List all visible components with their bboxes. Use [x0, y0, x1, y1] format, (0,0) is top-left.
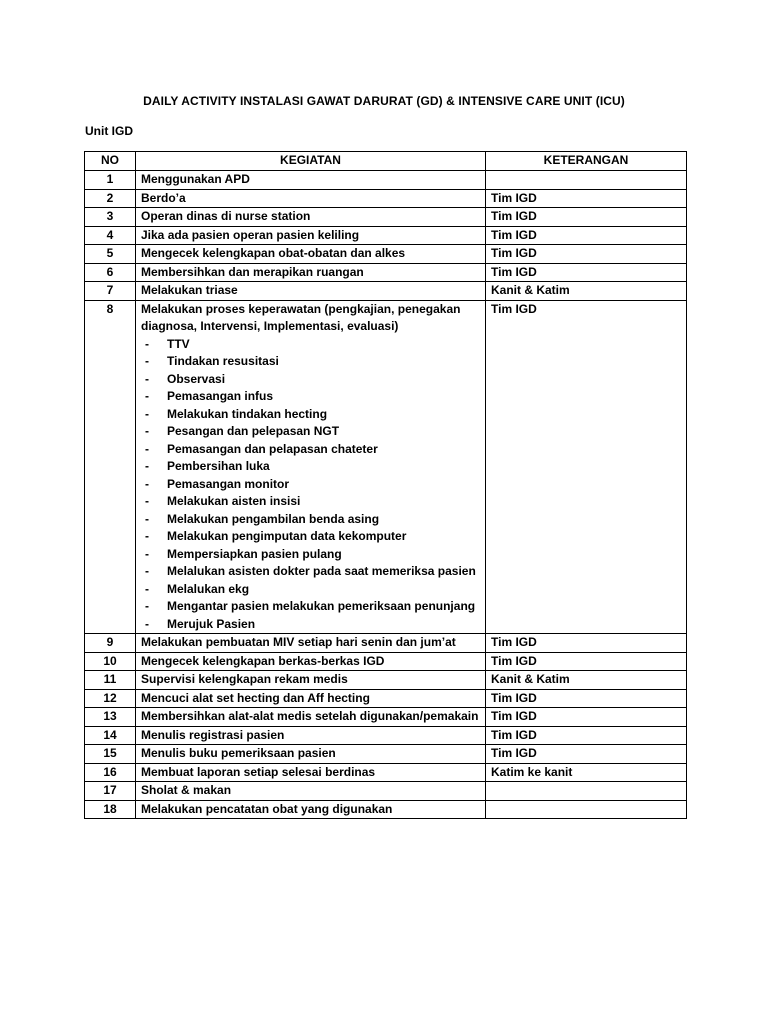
sub-item: - Mengantar pasien melakukan pemeriksaan penunjang: [141, 598, 480, 616]
table-row: [85, 208, 687, 227]
row-kegiatan-cell: [136, 226, 486, 245]
table-row: [85, 745, 687, 764]
row-keterangan: [486, 782, 687, 801]
row-number: 9: [85, 634, 136, 653]
row-kegiatan-cell: [136, 800, 486, 819]
row-number: 14: [85, 726, 136, 745]
sub-item: - Pemasangan dan pelapasan chateter: [141, 441, 480, 459]
row-kegiatan: Membersihkan dan merapikan ruangan: [141, 264, 364, 279]
row-keterangan: Tim IGD: [486, 634, 687, 653]
row-kegiatan: Sholat & makan: [141, 783, 232, 797]
row-kegiatan-cell: [136, 189, 486, 208]
activity-table: [84, 151, 687, 819]
row-kegiatan-cell: [136, 745, 486, 764]
table-row: [85, 226, 687, 245]
row-kegiatan-cell: [136, 726, 486, 745]
row-kegiatan-cell: [136, 171, 486, 190]
row-keterangan: Tim IGD: [486, 652, 687, 671]
sub-item: - Pemasangan monitor: [141, 476, 480, 494]
row-keterangan: Tim IGD: [486, 208, 687, 227]
row-kegiatan-cell: [136, 763, 486, 782]
sub-item: - Melakukan pengambilan benda asing: [141, 511, 480, 529]
sub-item: - TTV: [141, 336, 480, 354]
table-row: [85, 189, 687, 208]
sub-item: - Melakukan tindakan hecting: [141, 406, 480, 424]
table-row: [85, 763, 687, 782]
row-number: 3: [85, 208, 136, 227]
sub-item: - Pembersihan luka: [141, 458, 480, 476]
table-row: [85, 282, 687, 301]
row-kegiatan: Melakukan pembuatan MIV setiap hari senin dan jum’at: [141, 635, 456, 649]
sub-item: - Merujuk Pasien: [141, 616, 480, 634]
unit-label: Unit IGD: [85, 124, 133, 138]
sub-item: - Tindakan resusitasi: [141, 353, 480, 371]
sub-item-list: [141, 336, 480, 634]
row-kegiatan: Membersihkan alat-alat medis setelah digunakan/pemakain: [141, 709, 479, 723]
sub-item: - Melakukan pengimputan data kekomputer: [141, 528, 480, 546]
row-keterangan: Tim IGD: [486, 726, 687, 745]
row-kegiatan: Melakukan triase: [141, 283, 238, 297]
row-number: 11: [85, 671, 136, 690]
row-number: 15: [85, 745, 136, 764]
row-keterangan: Tim IGD: [486, 300, 687, 634]
table-row: [85, 671, 687, 690]
table-header-row: [85, 152, 687, 171]
row-kegiatan: Operan dinas di nurse station: [141, 209, 311, 223]
header-kegiatan: KEGIATAN: [136, 152, 486, 171]
table-row: [85, 800, 687, 819]
row-keterangan: Tim IGD: [486, 745, 687, 764]
table-row: [85, 245, 687, 264]
sub-item: - Melalukan asisten dokter pada saat memeriksa pasien: [141, 563, 480, 581]
row-kegiatan: Menulis buku pemeriksaan pasien: [141, 746, 336, 760]
row-kegiatan-cell: [136, 245, 486, 264]
row-kegiatan: Menggunakan APD: [141, 172, 250, 186]
table-row: [85, 726, 687, 745]
row-keterangan: [486, 800, 687, 819]
row-kegiatan-cell: [136, 282, 486, 301]
row-number: 6: [85, 263, 136, 282]
row-kegiatan: Melakukan proses keperawatan (pengkajian, penegakan diagnosa, Intervensi, Implementasi, evaluasi): [141, 301, 461, 333]
row-number: 16: [85, 763, 136, 782]
table-row: [85, 171, 687, 190]
row-number: 1: [85, 171, 136, 190]
header-no: NO: [85, 152, 136, 171]
row-keterangan: [486, 171, 687, 190]
table-row: [85, 634, 687, 653]
sub-item: - Pemasangan infus: [141, 388, 480, 406]
header-keterangan: KETERANGAN: [486, 152, 687, 171]
row-kegiatan: Supervisi kelengkapan rekam medis: [141, 672, 348, 686]
row-kegiatan-cell: [136, 708, 486, 727]
row-kegiatan: Melakukan pencatatan obat yang digunakan: [141, 801, 393, 816]
row-kegiatan: Berdo’a: [141, 190, 186, 205]
row-number: 12: [85, 689, 136, 708]
table-row: [85, 782, 687, 801]
row-number: 2: [85, 189, 136, 208]
row-kegiatan-cell: [136, 782, 486, 801]
row-keterangan: Tim IGD: [486, 263, 687, 282]
row-keterangan: Katim ke kanit: [486, 763, 687, 782]
row-kegiatan-cell: [136, 671, 486, 690]
row-kegiatan-cell: [136, 689, 486, 708]
row-number: 18: [85, 800, 136, 819]
row-number: 17: [85, 782, 136, 801]
table-row: [85, 689, 687, 708]
row-number: 5: [85, 245, 136, 264]
sub-item: - Observasi: [141, 371, 480, 389]
row-kegiatan-cell: [136, 300, 486, 634]
table-row: [85, 300, 687, 634]
row-kegiatan-cell: [136, 652, 486, 671]
table-row: [85, 263, 687, 282]
row-kegiatan-cell: [136, 634, 486, 653]
row-kegiatan: Jika ada pasien operan pasien keliling: [141, 227, 360, 242]
sub-item: - Melalukan ekg: [141, 581, 480, 599]
row-keterangan: Tim IGD: [486, 245, 687, 264]
table-body: [85, 171, 687, 819]
row-keterangan: Tim IGD: [486, 189, 687, 208]
row-kegiatan: Mengecek kelengkapan berkas-berkas IGD: [141, 653, 385, 668]
row-keterangan: Tim IGD: [486, 226, 687, 245]
row-number: 13: [85, 708, 136, 727]
row-number: 10: [85, 652, 136, 671]
row-number: 4: [85, 226, 136, 245]
row-kegiatan: Menulis registrasi pasien: [141, 727, 285, 742]
table-row: [85, 652, 687, 671]
sub-item: - Pesangan dan pelepasan NGT: [141, 423, 480, 441]
sub-item: - Melakukan aisten insisi: [141, 493, 480, 511]
table-row: [85, 708, 687, 727]
row-keterangan: Tim IGD: [486, 689, 687, 708]
row-number: 8: [85, 300, 136, 634]
row-keterangan: Kanit & Katim: [486, 671, 687, 690]
row-kegiatan-cell: [136, 208, 486, 227]
row-number: 7: [85, 282, 136, 301]
row-kegiatan: Mengecek kelengkapan obat-obatan dan alkes: [141, 246, 406, 260]
row-kegiatan: Mencuci alat set hecting dan Aff hecting: [141, 690, 370, 705]
row-keterangan: Tim IGD: [486, 708, 687, 727]
row-keterangan: Kanit & Katim: [486, 282, 687, 301]
row-kegiatan-cell: [136, 263, 486, 282]
row-kegiatan: Membuat laporan setiap selesai berdinas: [141, 764, 376, 779]
document-title: DAILY ACTIVITY INSTALASI GAWAT DARURAT (GD) & INTENSIVE CARE UNIT (ICU): [143, 94, 625, 108]
sub-item: - Mempersiapkan pasien pulang: [141, 546, 480, 564]
